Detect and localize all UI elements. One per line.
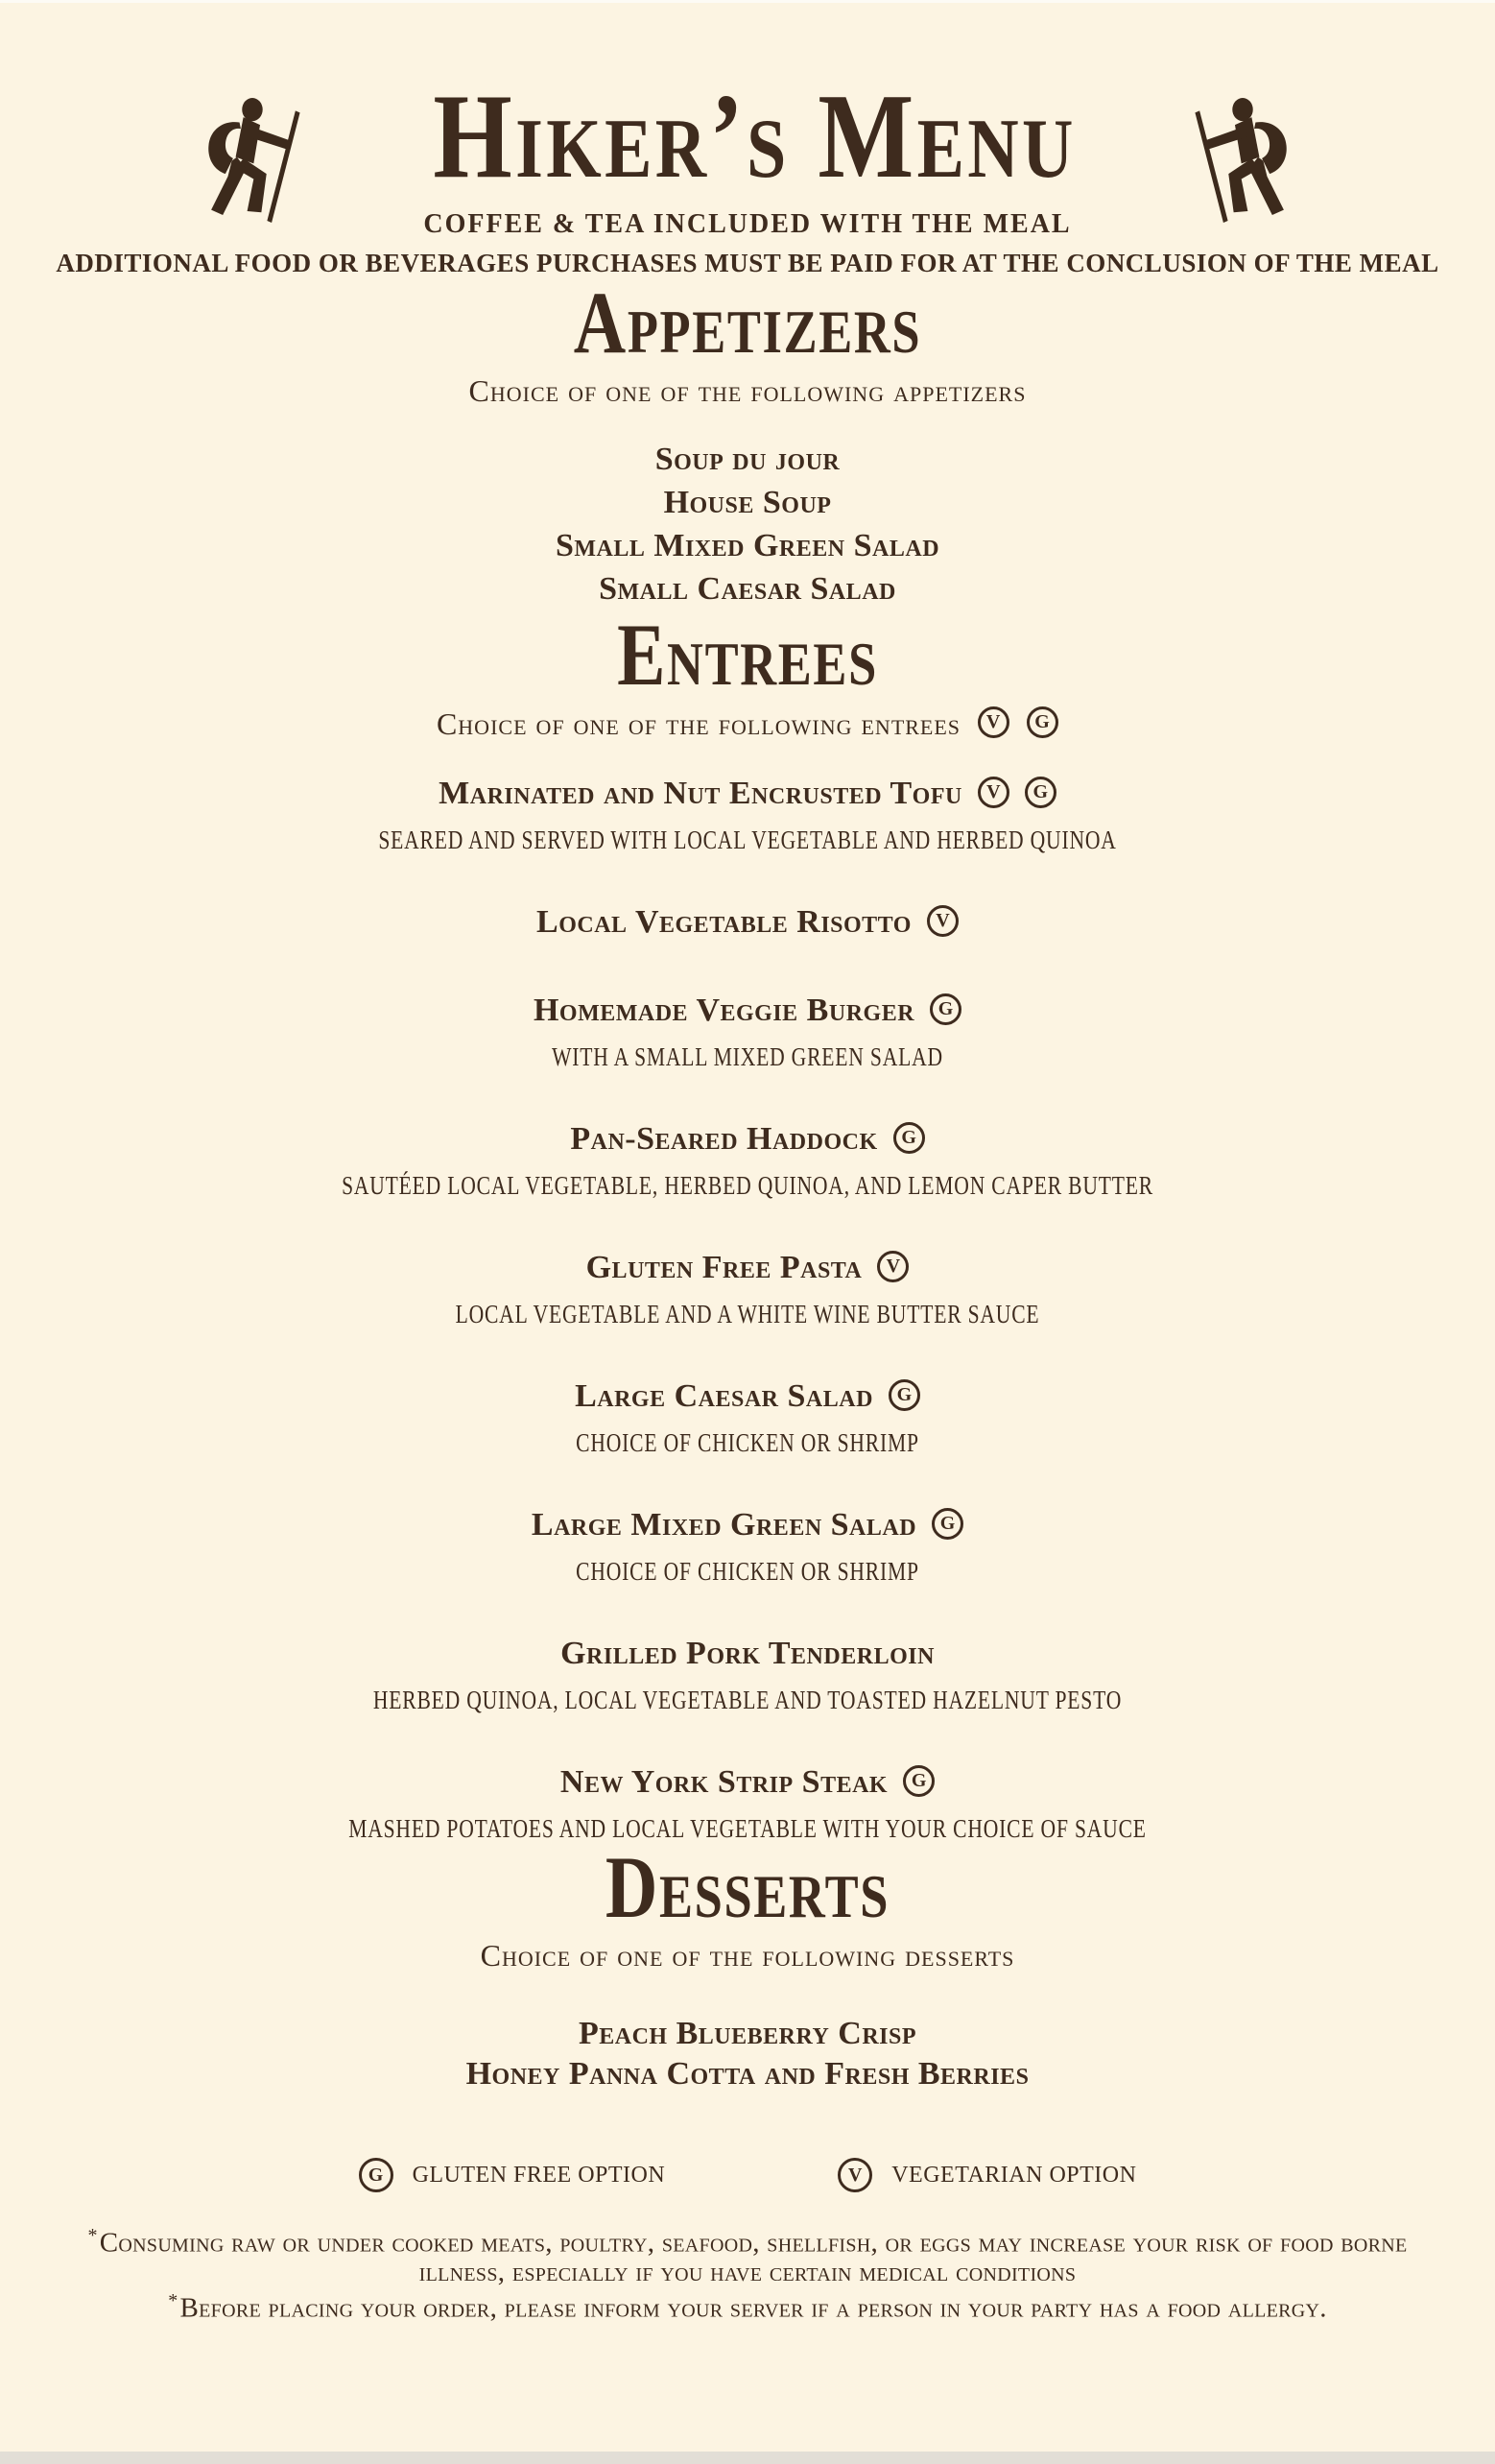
gluten-free-badge: G <box>1027 706 1058 738</box>
footnote-asterisk: * <box>87 2225 98 2246</box>
menu-item-name-row <box>0 991 1495 1031</box>
menu-item-name-row <box>0 774 1495 814</box>
legend-item-vegetarian <box>838 2158 1136 2192</box>
section-desserts <box>0 1838 1495 2094</box>
gluten-free-badge: G <box>1025 777 1056 808</box>
disclaimer-allergy: *Before placing your order, please inform your server if a person in your party has a food allergy. <box>168 2289 1327 2324</box>
menu-item <box>0 1634 1495 1714</box>
menu-item-name: Peach Blueberry Crisp <box>578 2016 917 2051</box>
menu-item-description: MASHED POTATOES AND LOCAL VEGETABLE WITH YOUR CHOICE OF SAUCE <box>348 1814 1147 1843</box>
menu-title: Hiker’s Menu <box>433 70 1077 203</box>
menu-item <box>0 1762 1495 1843</box>
menu-item <box>0 1376 1495 1457</box>
menu-item-description: LOCAL VEGETABLE AND A WHITE WINE BUTTER SAUCE <box>455 1300 1040 1328</box>
section-subtitle-appetizers: Choice of one of the following appetizers <box>468 373 1027 408</box>
menu-subtitle-included: COFFEE & TEA INCLUDED WITH THE MEAL <box>423 209 1072 239</box>
menu-item-description: WITH A SMALL MIXED GREEN SALAD <box>552 1042 943 1071</box>
menu-item <box>0 774 1495 854</box>
gluten-free-badge: G <box>932 1508 963 1540</box>
disclaimers <box>76 2221 1419 2322</box>
gluten-free-badge: G <box>930 993 961 1025</box>
menu-item-name: Pan-Seared Haddock <box>570 1121 878 1157</box>
menu-item-name: Large Mixed Green Salad <box>531 1507 917 1543</box>
menu-item-name: House Soup <box>663 485 832 520</box>
section-subtitle-entrees-row <box>0 705 1495 743</box>
dessert-list <box>0 2014 1495 2094</box>
menu-item-description: CHOICE OF CHICKEN OR SHRIMP <box>576 1557 919 1586</box>
menu-item-name-row <box>0 1762 1495 1803</box>
menu-item <box>0 1119 1495 1200</box>
section-title-desserts: Desserts <box>605 1838 890 1936</box>
legend-label: VEGETARIAN OPTION <box>891 2162 1137 2188</box>
menu-item-description: SAUTÉED LOCAL VEGETABLE, HERBED QUINOA, AND LEMON CAPER BUTTER <box>342 1171 1153 1200</box>
entree-list <box>0 774 1495 1843</box>
menu-item <box>0 991 1495 1071</box>
menu-item <box>0 902 1495 943</box>
menu-item-description: HERBED QUINOA, LOCAL VEGETABLE AND TOASTED HAZELNUT PESTO <box>372 1686 1123 1714</box>
gluten-free-badge: G <box>359 2158 393 2192</box>
gluten-free-badge: G <box>903 1765 935 1797</box>
menu-item-name: Small Caesar Salad <box>599 571 896 607</box>
vegetarian-badge: V <box>877 1251 909 1282</box>
section-subtitle-desserts: Choice of one of the following desserts <box>480 1938 1015 1973</box>
menu-item-name: Honey Panna Cotta and Fresh Berries <box>465 2056 1030 2092</box>
vegetarian-badge: V <box>838 2158 872 2192</box>
menu-item-name: New York Strip Steak <box>559 1764 889 1800</box>
footnote-asterisk: * <box>168 2289 178 2311</box>
disclaimer-food-safety: *Consuming raw or under cooked meats, poultry, seafood, shellfish, or eggs may increase your risk of food borne illness, especially if you have certain medical conditions <box>87 2225 1408 2287</box>
menu-item-name: Gluten Free Pasta <box>585 1250 863 1285</box>
gluten-free-badge: G <box>889 1379 920 1411</box>
section-subtitle-entrees: Choice of one of the following entrees <box>436 706 961 741</box>
menu-header <box>0 70 1495 278</box>
top-edge-strip <box>0 0 1495 3</box>
legend-label: GLUTEN FREE OPTION <box>412 2162 666 2188</box>
vegetarian-badge: V <box>978 777 1009 808</box>
section-entrees <box>0 606 1495 1843</box>
menu-item-name-row <box>0 1376 1495 1417</box>
menu-item-name: Soup du jour <box>654 442 841 477</box>
menu-item <box>0 1505 1495 1586</box>
section-title-appetizers: Appetizers <box>573 274 922 371</box>
section-appetizers <box>0 274 1495 610</box>
header-row <box>0 70 1495 239</box>
menu-item-name-row <box>0 1634 1495 1674</box>
menu-item-name: Grilled Pork Tenderloin <box>560 1636 935 1671</box>
menu-item-name-row <box>0 1248 1495 1288</box>
menu-subtitle-payment: ADDITIONAL FOOD OR BEVERAGES PURCHASES MUST BE PAID FOR AT THE CONCLUSION OF THE MEAL <box>56 249 1439 277</box>
menu-item-name: Marinated and Nut Encrusted Tofu <box>439 776 962 811</box>
section-title-entrees: Entrees <box>617 606 878 704</box>
menu-item-name-row <box>0 1505 1495 1545</box>
menu-item-description: SEARED AND SERVED WITH LOCAL VEGETABLE AND HERBED QUINOA <box>378 825 1117 854</box>
gluten-free-badge: G <box>893 1122 925 1154</box>
dietary-legend <box>0 2156 1495 2194</box>
menu-item-description: CHOICE OF CHICKEN OR SHRIMP <box>576 1428 919 1457</box>
hiker-icon-mirrored <box>1156 94 1321 223</box>
menu-item-name: Local Vegetable Risotto <box>536 904 912 940</box>
hiker-icon <box>174 94 339 223</box>
title-block <box>373 70 1122 239</box>
menu-item-name: Small Mixed Green Salad <box>555 528 940 563</box>
bottom-edge-bar <box>0 2452 1495 2464</box>
menu-item-name: Homemade Veggie Burger <box>533 993 915 1028</box>
legend-item-gluten-free <box>359 2158 666 2192</box>
appetizer-list <box>0 438 1495 610</box>
menu-item <box>0 1248 1495 1328</box>
menu-item-name-row <box>0 902 1495 943</box>
menu-item-name-row <box>0 1119 1495 1160</box>
vegetarian-badge: V <box>927 905 959 937</box>
vegetarian-badge: V <box>978 706 1009 738</box>
menu-item-name: Large Caesar Salad <box>575 1378 873 1414</box>
